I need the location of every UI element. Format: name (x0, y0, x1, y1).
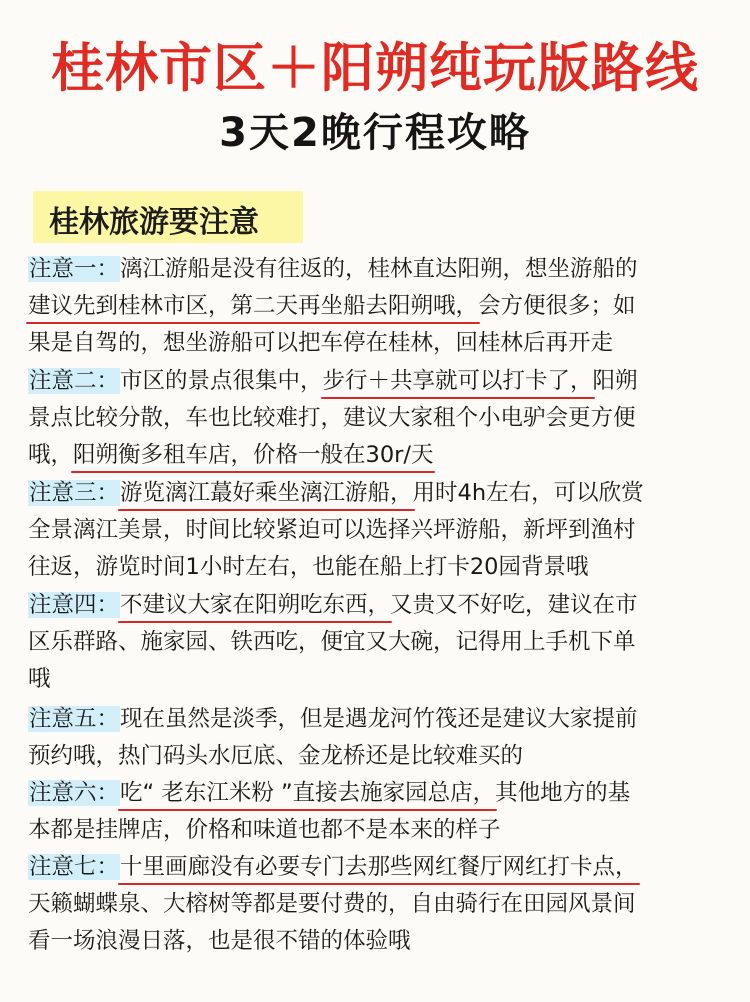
note-text: 用时4h左右，可以欣赏 (412, 480, 644, 506)
note-label: 注意七： (29, 854, 120, 880)
note-text-underlined: 游览漓江蕞好乘坐漓江游船， (120, 476, 413, 510)
note-line (28, 326, 613, 360)
note-line (28, 289, 636, 323)
note-line (28, 438, 433, 472)
note-text: 区乐群路、施家园、铁西吃，便宜又大碗，记得用上手机下单 (28, 629, 636, 655)
note-line (28, 625, 636, 659)
note-text-underlined: 步行＋共享就可以打卡了， (323, 364, 593, 398)
note-line (28, 739, 523, 773)
note-label: 注意五： (29, 706, 120, 732)
page-title: 桂林市区＋阳朔纯玩版路线 (51, 38, 699, 99)
note-line (28, 550, 588, 584)
note-line (28, 513, 636, 547)
note-line (28, 364, 638, 398)
note-label: 注意三： (29, 480, 120, 506)
note-line (28, 887, 636, 921)
section-heading: 桂林旅游要注意 (49, 205, 259, 240)
note-text: 阳朔 (592, 368, 638, 394)
note-text: 哦， (28, 442, 74, 468)
note-line (28, 702, 638, 736)
note-text: 市区的景点很集中， (120, 368, 323, 394)
note-line (28, 252, 638, 286)
note-label: 注意一： (29, 256, 120, 282)
note-label: 注意四： (29, 592, 120, 618)
note-line (28, 588, 638, 622)
note-text: 预约哦，热门码头水厄底、金龙桥还是比较难买的 (28, 743, 524, 769)
note-line (28, 401, 636, 435)
page-subtitle: 3天2晚行程攻略 (219, 110, 531, 156)
note-line (28, 924, 411, 958)
note-label: 注意二： (29, 368, 120, 394)
note-text-underlined: 十里画廊没有必要专门去那些网红餐厅网红打卡点， (120, 850, 638, 884)
note-text: 往返，游览时间1小时左右，也能在船上打卡20园背景哦 (28, 554, 589, 580)
note-text: 本都是挂牌店，价格和味道也都不是本来的样子 (28, 817, 501, 843)
note-text: 又贵又不好吃，建议在市 (390, 592, 638, 618)
note-text: 会方便很多；如 (478, 293, 636, 319)
note-text: 其他地方的基 (495, 780, 631, 806)
note-text-underlined: 吃“ 老东江米粉 ”直接去施家园总店， (120, 776, 495, 810)
note-label: 注意六： (29, 780, 120, 806)
note-text: 现在虽然是淡季，但是遇龙河竹筏还是建议大家提前 (120, 706, 638, 732)
note-text: 果是自驾的，想坐游船可以把车停在桂林，回桂林后再开走 (28, 330, 614, 356)
note-text-underlined: 不建议大家在阳朔吃东西， (120, 588, 390, 622)
note-line (28, 813, 501, 847)
note-text: 全景漓江美景，时间比较紧迫可以选择兴坪游船，新坪到渔村 (28, 517, 636, 543)
note-line (28, 662, 51, 696)
note-text: 哦 (28, 666, 51, 692)
note-text: 景点比较分散，车也比较难打，建议大家租个小电驴会更方便 (28, 405, 636, 431)
note-text: 看一场浪漫日落，也是很不错的体验哦 (28, 928, 411, 954)
note-line (28, 776, 630, 810)
note-line (28, 850, 638, 884)
note-text-underlined: 建议先到桂林市区，第二天再坐船去阳朔哦， (28, 289, 478, 323)
note-text: 漓江游船是没有往返的，桂林直达阳朔，想坐游船的 (120, 256, 638, 282)
note-line (28, 476, 644, 510)
note-text: 天籁蝴蝶泉、大榕树等都是要付费的，自由骑行在田园风景间 (28, 891, 636, 917)
note-text-underlined: 阳朔衡多租车店，价格一般在30r/天 (73, 438, 433, 472)
